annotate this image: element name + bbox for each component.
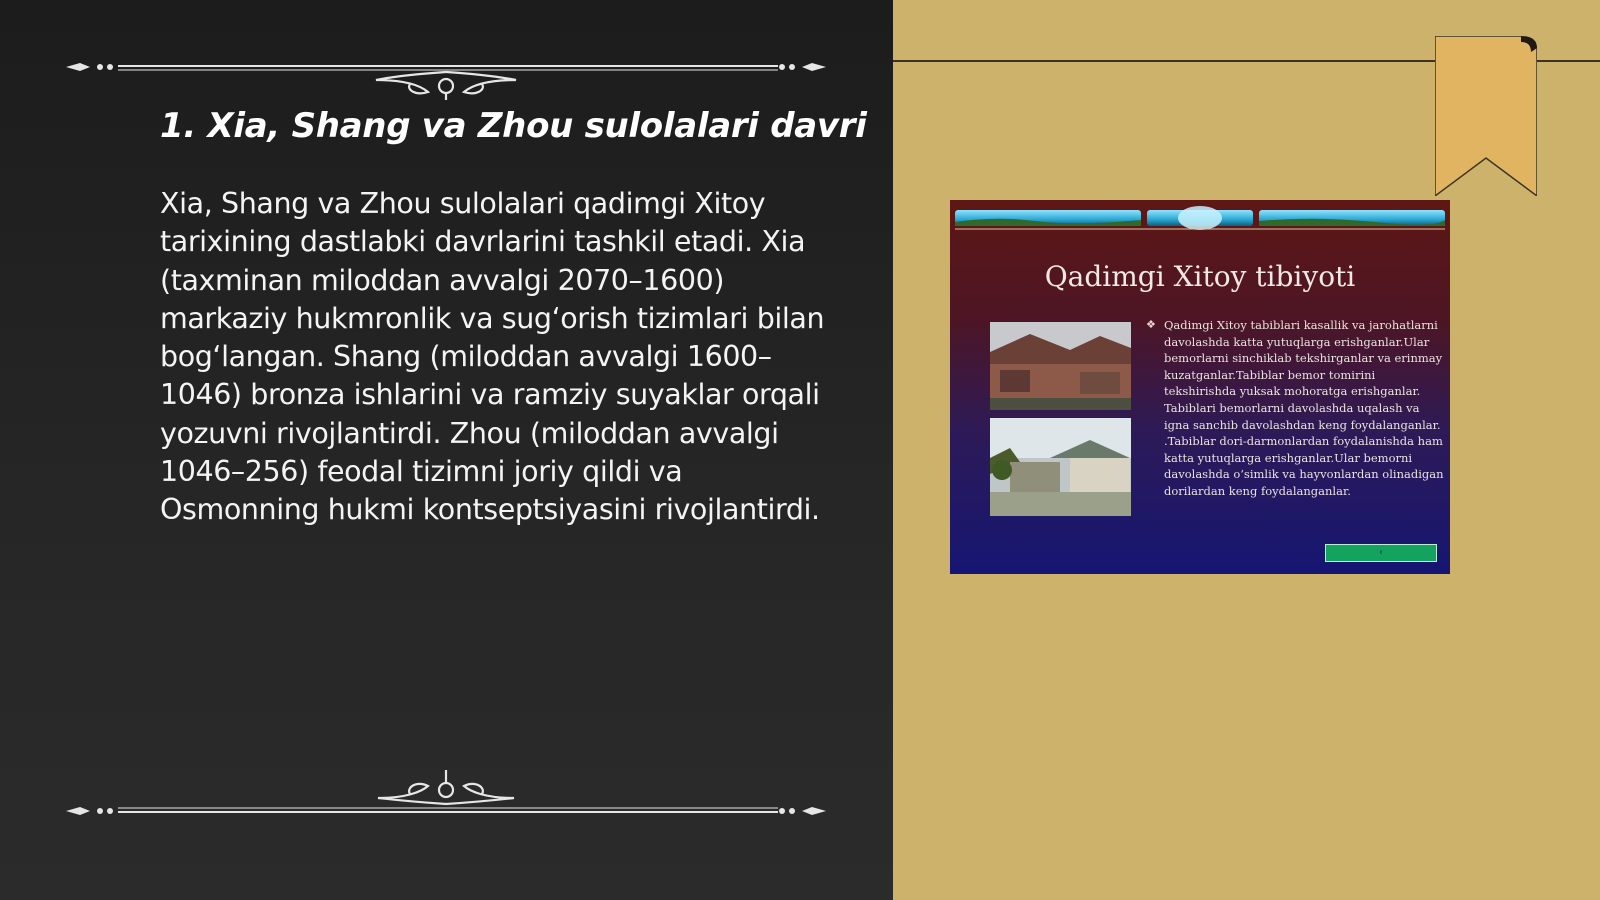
slide-bullet-text: Qadimgi Xitoy tabiblari kasallik va jarohatlarni davolashda katta yutuqlarga erishganlar.Ular bemorlarni sinchiklab tekshirganlar va erinmay kuzatganlar.Tabiblar bemor tomirini tekshirishda yuksak mohoratga erishganlar. Tabiblari bemorlarni davolashda uqalash va igna sanchib davolashdan keng foydalanganlar. .Tabiblar dori-darmonlardan foydalanishda ham katta yutuqlarga erishganlar.Ular bemorni davolashda o‘simlik va hayvonlardan olinadigan dorilardan keng foydalanganlar. xyxy=(1164,318,1444,498)
embedded-slide-image xyxy=(950,200,1450,574)
slide-back-button[interactable]: ‹ xyxy=(1325,544,1437,562)
bullet-diamond-icon: ❖ xyxy=(1146,318,1156,331)
bottom-ornament-divider xyxy=(66,768,826,828)
body-paragraph: Xia, Shang va Zhou sulolalari qadimgi Xitoy tarixining dastlabki davrlarini tashkil etadi. Xia (taxminan miloddan avvalgi 2070–1600) markaziy hukmronlik va sug‘orish tizimlari bilan bog‘langan. Shang (miloddan avvalgi 1600–1046) bronza ishlarini va ramziy suyaklar orqali yozuvni rivojlantirdi. Zhou (miloddan avvalgi 1046–256) feodal tizimni joriy qildi va Osmonning hukmi kontseptsiyasini rivojlantirdi. xyxy=(160,187,825,527)
slide-header-bar xyxy=(955,206,1445,230)
top-ornament-divider xyxy=(66,40,826,100)
village-photo xyxy=(990,418,1131,516)
page-title: 1. Xia, Shang va Zhou sulolalari davri xyxy=(160,106,867,146)
slide-title: Qadimgi Xitoy tibiyoti xyxy=(1044,260,1356,293)
temple-photo xyxy=(990,322,1131,410)
bookmark-icon xyxy=(1435,36,1537,196)
